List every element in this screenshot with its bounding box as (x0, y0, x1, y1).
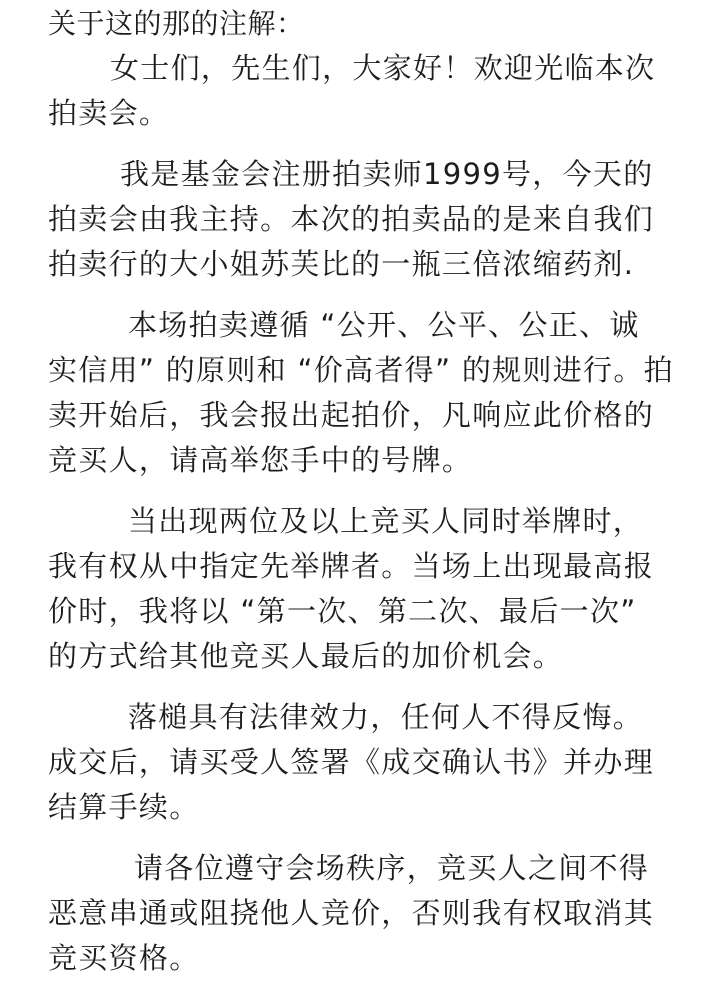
paragraph-order (48, 846, 682, 981)
text-line: 价时，我将以 “第一次、第二次、最后一次” (48, 594, 637, 628)
text-line: 竞买人，请高举您手中的号牌。 (48, 443, 473, 477)
text-line: 恶意串通或阻挠他人竞价，否则我有权取消其 (48, 896, 655, 930)
text-line: 当出现两位及以上竞买人同时举牌时， (128, 504, 644, 538)
text-line: 请各位遵守会场秩序，竞买人之间不得 (134, 851, 650, 885)
paragraph-bidding (48, 499, 682, 679)
text-line: 女士们，先生们，大家好！欢迎光临本次 (110, 51, 656, 85)
text-line: 拍卖会由我主持。本次的拍卖品的是来自我们 (48, 202, 655, 236)
paragraph-greeting (48, 46, 682, 136)
text-line: 的方式给其他竞买人最后的加价机会。 (48, 639, 564, 673)
document-heading: 关于这的那的注解： (48, 7, 305, 40)
text-line: 拍卖行的大小姐苏芙比的一瓶三倍浓缩药剂. (48, 247, 635, 281)
text-line: 卖开始后，我会报出起拍价，凡响应此价格的 (48, 398, 655, 432)
text-line: 竞买资格。 (48, 941, 200, 975)
text-line: 本场拍卖遵循 “公开、公平、公正、诚 (128, 308, 640, 342)
text-line: 成交后，请买受人签署《成交确认书》并办理 (48, 745, 655, 779)
text-line: 结算手续。 (48, 790, 200, 824)
text-line: 落槌具有法律效力，任何人不得反悔。 (128, 700, 644, 734)
paragraph-rules (48, 303, 682, 483)
text-line: 拍卖会。 (48, 96, 170, 130)
text-line: 我有权从中指定先举牌者。当场上出现最高报 (48, 549, 655, 583)
paragraph-introduction (48, 152, 682, 287)
text-line: 我是基金会注册拍卖师1999号，今天的 (120, 157, 654, 191)
text-line: 实信用” 的原则和 “价高者得” 的规则进行。拍 (48, 353, 674, 387)
paragraph-hammer (48, 695, 682, 830)
